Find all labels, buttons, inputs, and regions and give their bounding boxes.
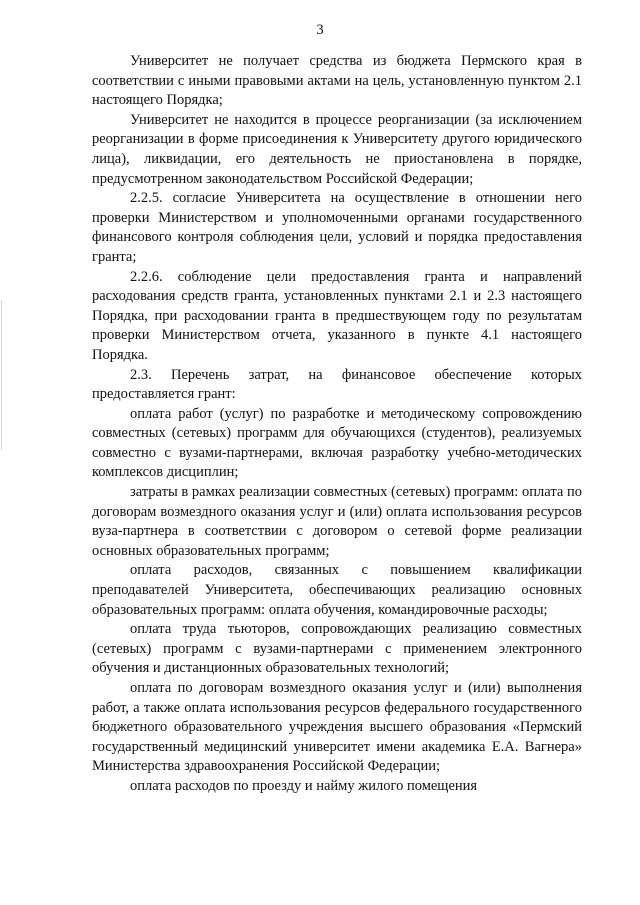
paragraph-cost-qualification: оплата расходов, связанных с повышением квалификации преподавателей Университета, обеспечивающих реализацию основных образовательных программ: оплата обучения, командировочные расходы; [92,562,582,618]
paragraph-2-2-6: 2.2.6. соблюдение цели предоставления гранта и направлений расходования средств гранта, установленных пунктами 2.1 и 2.3 настоящего Порядка, при расходовании гранта в предшествующем году по результатам проверки Министерством отчета, указанного в пункте 4.1 настоящего Порядка. [92,268,582,363]
paragraph-funding-condition: Университет не получает средства из бюджета Пермского края в соответствии с иными правовыми актами на цель, установленную пунктом 2.1 настоящего Порядка; [92,53,582,109]
paragraph-cost-network-programs: затраты в рамках реализации совместных (сетевых) программ: оплата по договорам возмездного оказания услуг и (или) оплата использования ресурсов вуза-партнера в соответствии с договором о сетевой форме реализации основных образовательных программ; [92,484,582,559]
paragraph-cost-tutors: оплата труда тьюторов, сопровождающих реализацию совместных (сетевых) программ с вузами-партнерами с применением электронного обучения и дистанционных образовательных технологий; [92,621,582,677]
scan-edge-mark [1,300,2,450]
paragraph-cost-travel: оплата расходов по проезду и найму жилого помещения [130,777,478,794]
document-body [92,52,582,797]
paragraph-2-3: 2.3. Перечень затрат, на финансовое обеспечение которых предоставляется грант: [92,366,582,403]
paragraph-cost-contracts: оплата по договорам возмездного оказания услуг и (или) выполнения работ, а также оплата использования ресурсов федерального государственного бюджетного образовательного учреждения высшего образования «Пермский государственный медицинский университет имени академика Е.А. Вагнера» Министерства здравоохранения Российской Федерации; [92,680,582,775]
page-number: 3 [316,22,324,38]
paragraph-2-2-5: 2.2.5. согласие Университета на осуществление в отношении него проверки Министерством и уполномоченными органами государственного финансового контроля соблюдения цели, условий и порядка предоставления гранта; [92,190,582,265]
paragraph-cost-program-development: оплата работ (услуг) по разработке и методическому сопровождению совместных (сетевых) программ для обучающихся (студентов), реализуемых совместно с вузами-партнерами, включая разработку учебно-методических комплексов дисциплин; [92,405,582,481]
paragraph-reorganization-condition: Университет не находится в процессе реорганизации (за исключением реорганизации в форме присоединения к Университету другого юридического лица), ликвидации, его деятельность не приостановлена в порядке, предусмотренном законодательством Российской Федерации; [92,111,582,187]
